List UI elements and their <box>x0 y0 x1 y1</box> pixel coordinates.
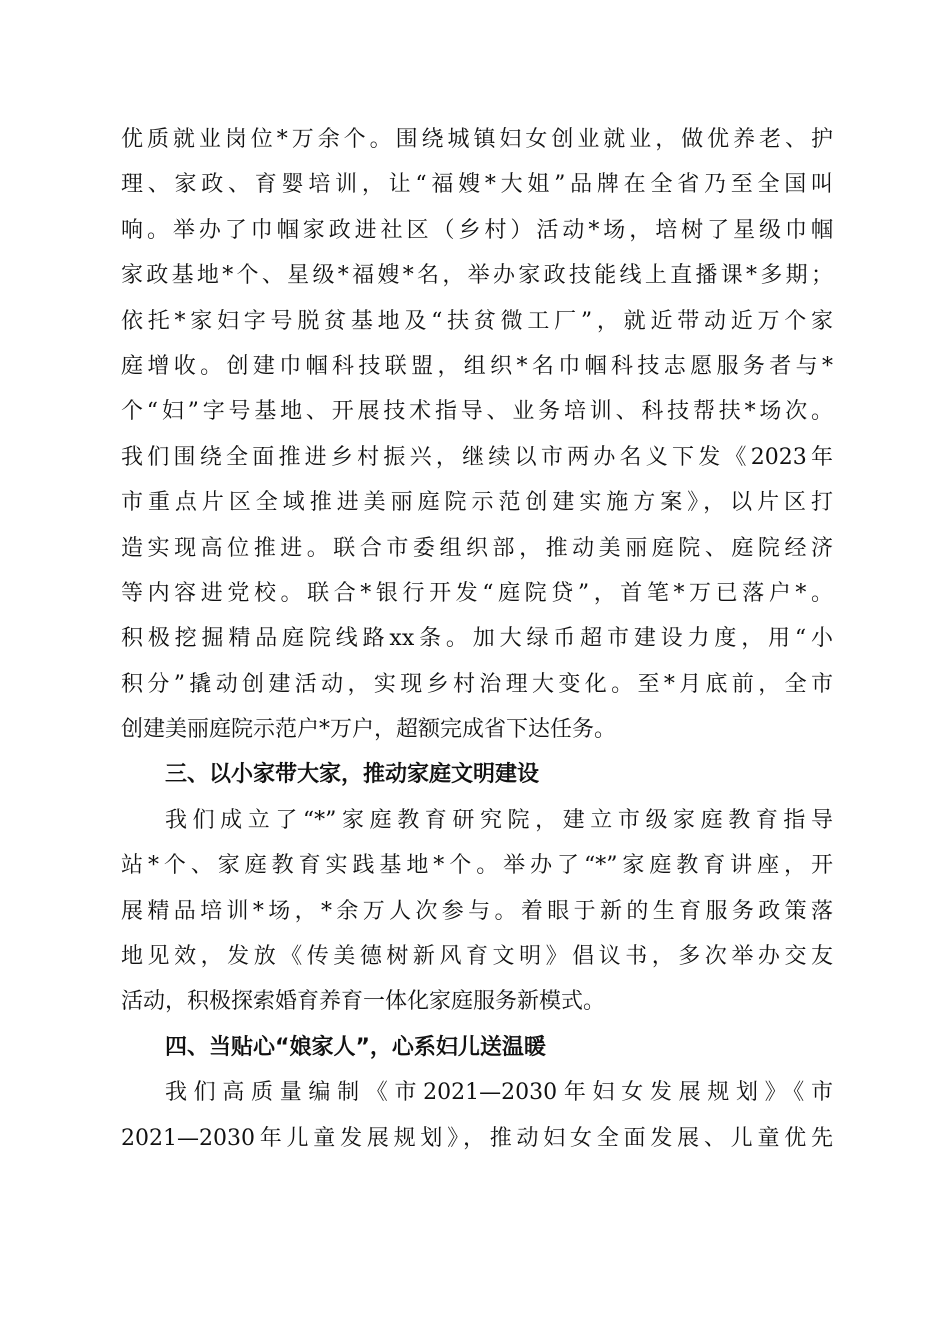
text-line: 我们围绕全面推进乡村振兴，继续以市两办名义下发《2023年 <box>121 444 833 470</box>
paragraph-employment-and-courtyard <box>121 117 833 752</box>
text-line: 积分”撬动创建活动，实现乡村治理大变化。至*月底前，全市 <box>121 671 833 697</box>
text-line: 庭增收。创建巾帼科技联盟，组织*名巾帼科技志愿服务者与* <box>121 353 833 379</box>
text-line: 等内容进党校。联合*银行开发“庭院贷”，首笔*万已落户*。 <box>121 580 833 606</box>
paragraph-development-plans <box>121 1070 833 1161</box>
section-heading-family-civilization: 三、以小家带大家，推动家庭文明建设 <box>165 762 540 788</box>
text-line: 理、家政、育婴培训，让“福嫂*大姐”品牌在全省乃至全国叫 <box>121 172 833 198</box>
text-line: 响。举办了巾帼家政进社区（乡村）活动*场，培树了星级巾帼 <box>121 217 833 243</box>
text-line: 家政基地*个、星级*福嫂*名，举办家政技能线上直播课*多期； <box>121 263 833 289</box>
text-line: 个“妇”字号基地、开展技术指导、业务培训、科技帮扶*场次。 <box>121 399 833 425</box>
text-line: 造实现高位推进。联合市委组织部，推动美丽庭院、庭院经济 <box>121 535 833 561</box>
text-line: 2021—2030年儿童发展规划》，推动妇女全面发展、儿童优先 <box>121 1125 833 1151</box>
text-line: 展精品培训*场，*余万人次参与。着眼于新的生育服务政策落 <box>121 898 833 924</box>
paragraph-family-education <box>121 798 833 1025</box>
text-line: 市重点片区全域推进美丽庭院示范创建实施方案》，以片区打 <box>121 490 833 516</box>
document-body <box>121 117 833 1161</box>
text-line: 我们高质量编制《市2021—2030年妇女发展规划》《市 <box>165 1080 833 1106</box>
text-line: 依托*家妇字号脱贫基地及“扶贫微工厂”，就近带动近万个家 <box>121 308 833 334</box>
text-line: 地见效，发放《传美德树新风育文明》倡议书，多次举办交友 <box>121 944 833 970</box>
text-line: 优质就业岗位*万余个。围绕城镇妇女创业就业，做优养老、护 <box>121 127 833 152</box>
section-heading-women-children-care: 四、当贴心“娘家人”，心系妇儿送温暖 <box>165 1034 546 1060</box>
text-line: 我们成立了“*”家庭教育研究院，建立市级家庭教育指导 <box>165 807 833 833</box>
text-line: 创建美丽庭院示范户*万户，超额完成省下达任务。 <box>121 717 617 743</box>
text-line: 站*个、家庭教育实践基地*个。举办了“*”家庭教育讲座，开 <box>121 853 833 879</box>
text-line: 积极挖掘精品庭院线路xx条。加大绿币超市建设力度，用“小 <box>121 626 833 652</box>
text-line: 活动，积极探索婚育养育一体化家庭服务新模式。 <box>121 989 606 1015</box>
